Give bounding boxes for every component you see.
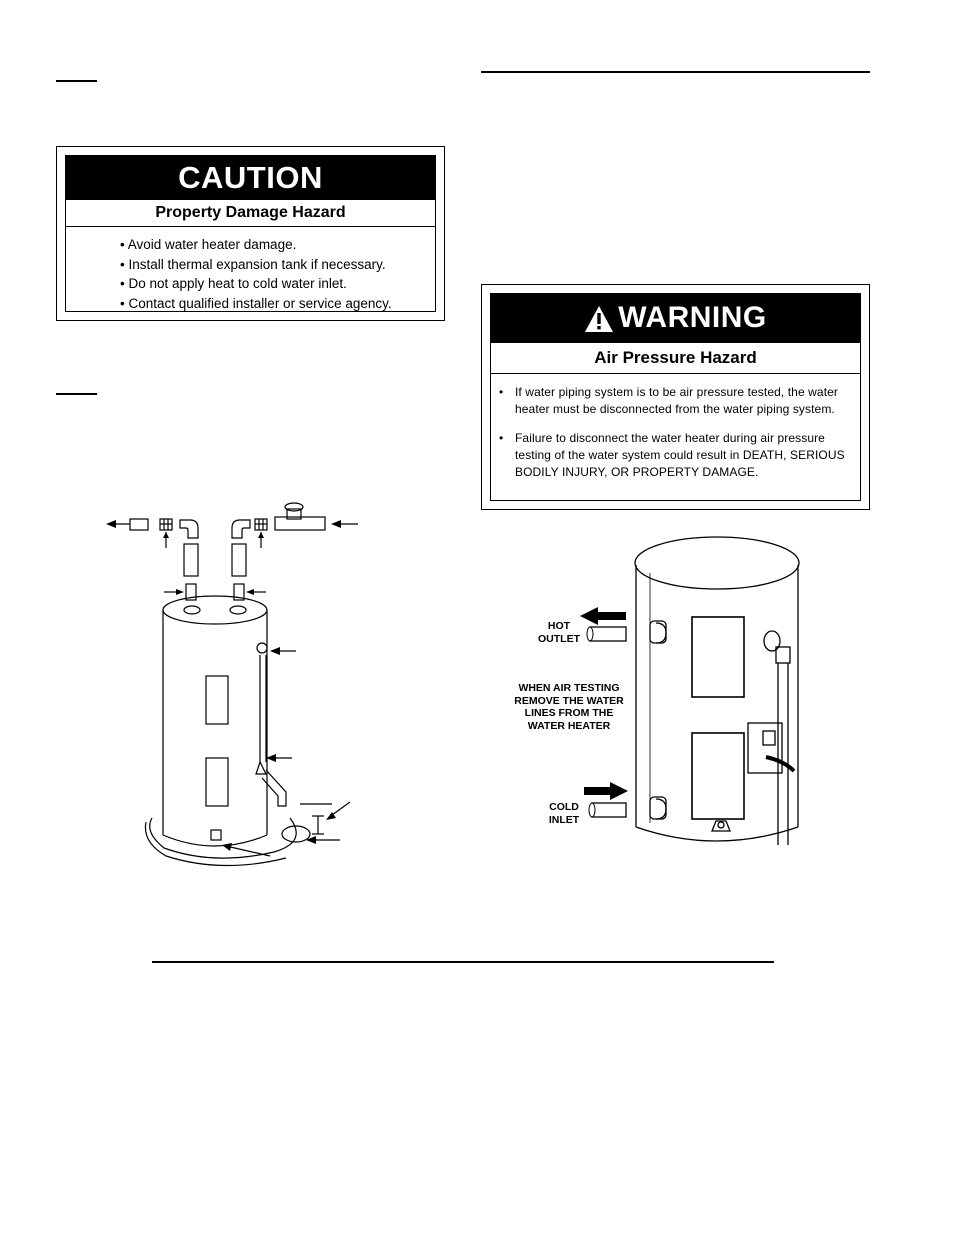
left-subheading-rule xyxy=(56,393,97,395)
caution-item: • Install thermal expansion tank if necessary. xyxy=(120,256,386,272)
caution-list xyxy=(66,227,435,313)
hot-outlet-label xyxy=(530,620,588,645)
right-heading-rule xyxy=(481,71,870,73)
cold-inlet-label-line: INLET xyxy=(548,813,580,826)
warning-triangle-icon xyxy=(584,305,614,333)
warning-item: • If water piping system is to be air pressure tested, the water heater must be disconnected from the water piping system. xyxy=(499,384,846,418)
cold-inlet-arrow-icon xyxy=(584,782,628,800)
bottom-section-rule xyxy=(152,961,774,963)
warning-label xyxy=(481,284,870,510)
caution-item: • Do not apply heat to cold water inlet. xyxy=(120,276,347,291)
piping-installation-diagram xyxy=(100,500,370,880)
instruction-line: WATER HEATER xyxy=(527,719,611,732)
warning-list xyxy=(491,374,860,481)
instruction-line: WHEN AIR TESTING xyxy=(518,682,620,694)
warning-signal-row xyxy=(491,294,860,342)
warning-hazard-title: Air Pressure Hazard xyxy=(491,342,860,374)
caution-signal-word: CAUTION xyxy=(66,156,435,199)
warning-item: • Failure to disconnect the water heater during air pressure testing of the water system could result in DEATH, SERIOUS BODILY INJURY, OR PROPERTY DAMAGE. xyxy=(499,430,846,481)
cold-inlet-label-line: COLD xyxy=(549,801,579,813)
hot-outlet-label-line: HOT xyxy=(547,620,571,632)
warning-label-frame xyxy=(490,293,861,501)
instruction-line: LINES FROM THE xyxy=(524,707,614,719)
air-testing-instruction xyxy=(506,682,632,732)
cold-inlet-label xyxy=(538,801,590,826)
caution-label xyxy=(56,146,445,321)
left-heading-rule xyxy=(56,80,97,82)
caution-label-frame xyxy=(65,155,436,312)
caution-hazard-title: Property Damage Hazard xyxy=(66,199,435,227)
caution-item: • Avoid water heater damage. xyxy=(120,237,297,252)
warning-signal-word: WARNING xyxy=(618,301,767,334)
caution-item: • Contact qualified installer or service agency. xyxy=(120,295,392,311)
hot-outlet-label-line: OUTLET xyxy=(538,632,580,645)
instruction-line: REMOVE THE WATER xyxy=(514,694,624,707)
